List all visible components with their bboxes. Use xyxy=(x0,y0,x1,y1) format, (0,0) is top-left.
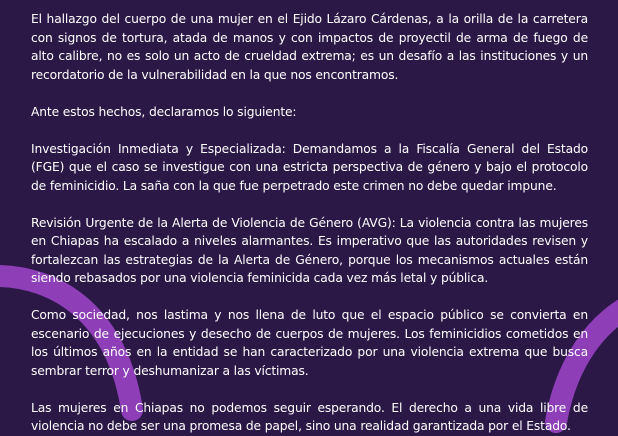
paragraph-alerta: Revisión Urgente de la Alerta de Violencia de Género (AVG): La violencia contra las mujeres en Chiapas ha escalado a niveles alarmantes. Es imperativo que las autoridades revisen y fortalezcan las estrategias de la Alerta de Género, porque los mecanismos actuales están siendo rebasados por una violencia feminicida cada vez más letal y pública. xyxy=(31,215,588,285)
paragraph-sociedad: Como sociedad, nos lastima y nos llena de luto que el espacio público se convierta en escenario de ejecuciones y desecho de cuerpos de mujeres. Los feminicidios cometidos en los últimos años en la entidad se han caracterizado por una violencia extrema que busca sembrar terror y deshumanizar a las víctimas. xyxy=(31,308,588,378)
statement-text xyxy=(31,10,588,436)
paragraph-mujeres: Las mujeres en Chiapas no podemos seguir esperando. El derecho a una vida libre de violencia no debe ser una promesa de papel, sino una realidad garantizada por el Estado. xyxy=(31,400,588,433)
paragraph-hallazgo: El hallazgo del cuerpo de una mujer en el Ejido Lázaro Cárdenas, a la orilla de la carretera con signos de tortura, atada de manos y con impactos de proyectil de arma de fuego de alto calibre, no es solo un acto de crueldad extrema; es un desafío a las instituciones y un recordatorio de la vulnerabilidad en la que nos encontramos. xyxy=(31,12,588,82)
paragraph-declaracion: Ante estos hechos, declaramos lo siguiente: xyxy=(31,104,297,119)
paragraph-investigacion: Investigación Inmediata y Especializada: Demandamos a la Fiscalía General del Estado (FGE) que el caso se investigue con una estricta perspectiva de género y bajo el protocolo de feminicidio. La saña con la que fue perpetrado este crimen no debe quedar impune. xyxy=(31,141,588,193)
